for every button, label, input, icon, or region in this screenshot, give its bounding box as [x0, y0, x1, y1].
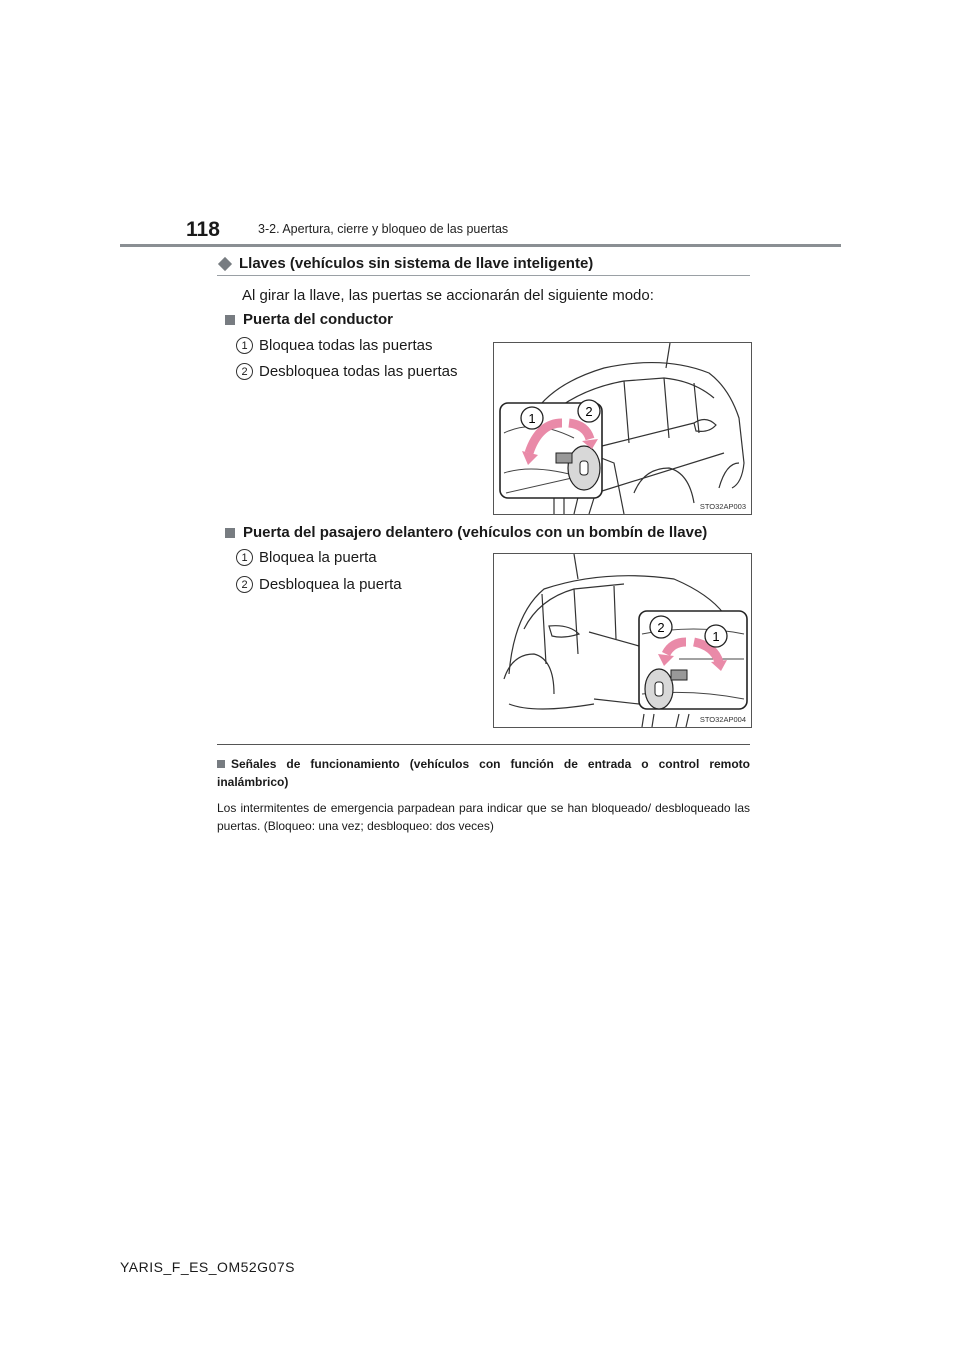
heading-rule [217, 275, 750, 276]
note-rule [217, 744, 750, 745]
diamond-bullet-icon [218, 256, 232, 270]
step-number-badge: 1 [236, 549, 253, 566]
header-rule [120, 244, 841, 247]
passenger-door-figure [493, 553, 752, 728]
figure-code: STO32AP004 [699, 715, 746, 724]
square-bullet-icon [225, 315, 235, 325]
note-title-text: Señales de funcionamiento (vehículos con función de entrada o control remoto inalámbrico) [217, 757, 750, 789]
section-heading-text: Llaves (vehículos sin sistema de llave inteligente) [239, 255, 594, 272]
callout-2-label: 2 [657, 620, 665, 635]
passenger-door-heading [225, 524, 707, 541]
footer-doc-code: YARIS_F_ES_OM52G07S [120, 1259, 295, 1275]
step-number-badge: 2 [236, 363, 253, 380]
square-bullet-icon [217, 760, 225, 768]
section-heading [217, 255, 593, 272]
step-text: Bloquea la puerta [259, 549, 377, 566]
step-text: Desbloquea todas las puertas [259, 363, 458, 380]
note-title [217, 755, 750, 791]
step-text: Desbloquea la puerta [259, 576, 402, 593]
driver-door-title: Puerta del conductor [243, 311, 394, 328]
car-driver-door-illustration [494, 343, 751, 514]
step-text: Bloquea todas las puertas [259, 337, 433, 354]
callout-1-label: 1 [712, 629, 720, 644]
driver-door-heading [225, 311, 393, 328]
square-bullet-icon [225, 528, 235, 538]
passenger-step-2 [236, 576, 402, 593]
driver-door-figure [493, 342, 752, 515]
driver-step-2 [236, 363, 457, 380]
page-number: 118 [186, 218, 220, 241]
driver-step-1 [236, 337, 432, 354]
callout-1-label: 1 [528, 411, 536, 426]
car-passenger-door-illustration [494, 554, 751, 727]
section-title: 3-2. Apertura, cierre y bloqueo de las puertas [258, 222, 509, 236]
intro-text: Al girar la llave, las puertas se accionarán del siguiente modo: [242, 287, 654, 304]
figure-code: STO32AP003 [699, 502, 746, 511]
step-number-badge: 1 [236, 337, 253, 354]
step-number-badge: 2 [236, 576, 253, 593]
passenger-door-title: Puerta del pasajero delantero (vehículos con un bombín de llave) [243, 524, 708, 541]
passenger-step-1 [236, 549, 377, 566]
note-body: Los intermitentes de emergencia parpadean para indicar que se han bloqueado/ desbloqueado las puertas. (Bloqueo: una vez; desbloqueo: dos veces) [217, 801, 750, 833]
callout-2-label: 2 [585, 404, 593, 419]
